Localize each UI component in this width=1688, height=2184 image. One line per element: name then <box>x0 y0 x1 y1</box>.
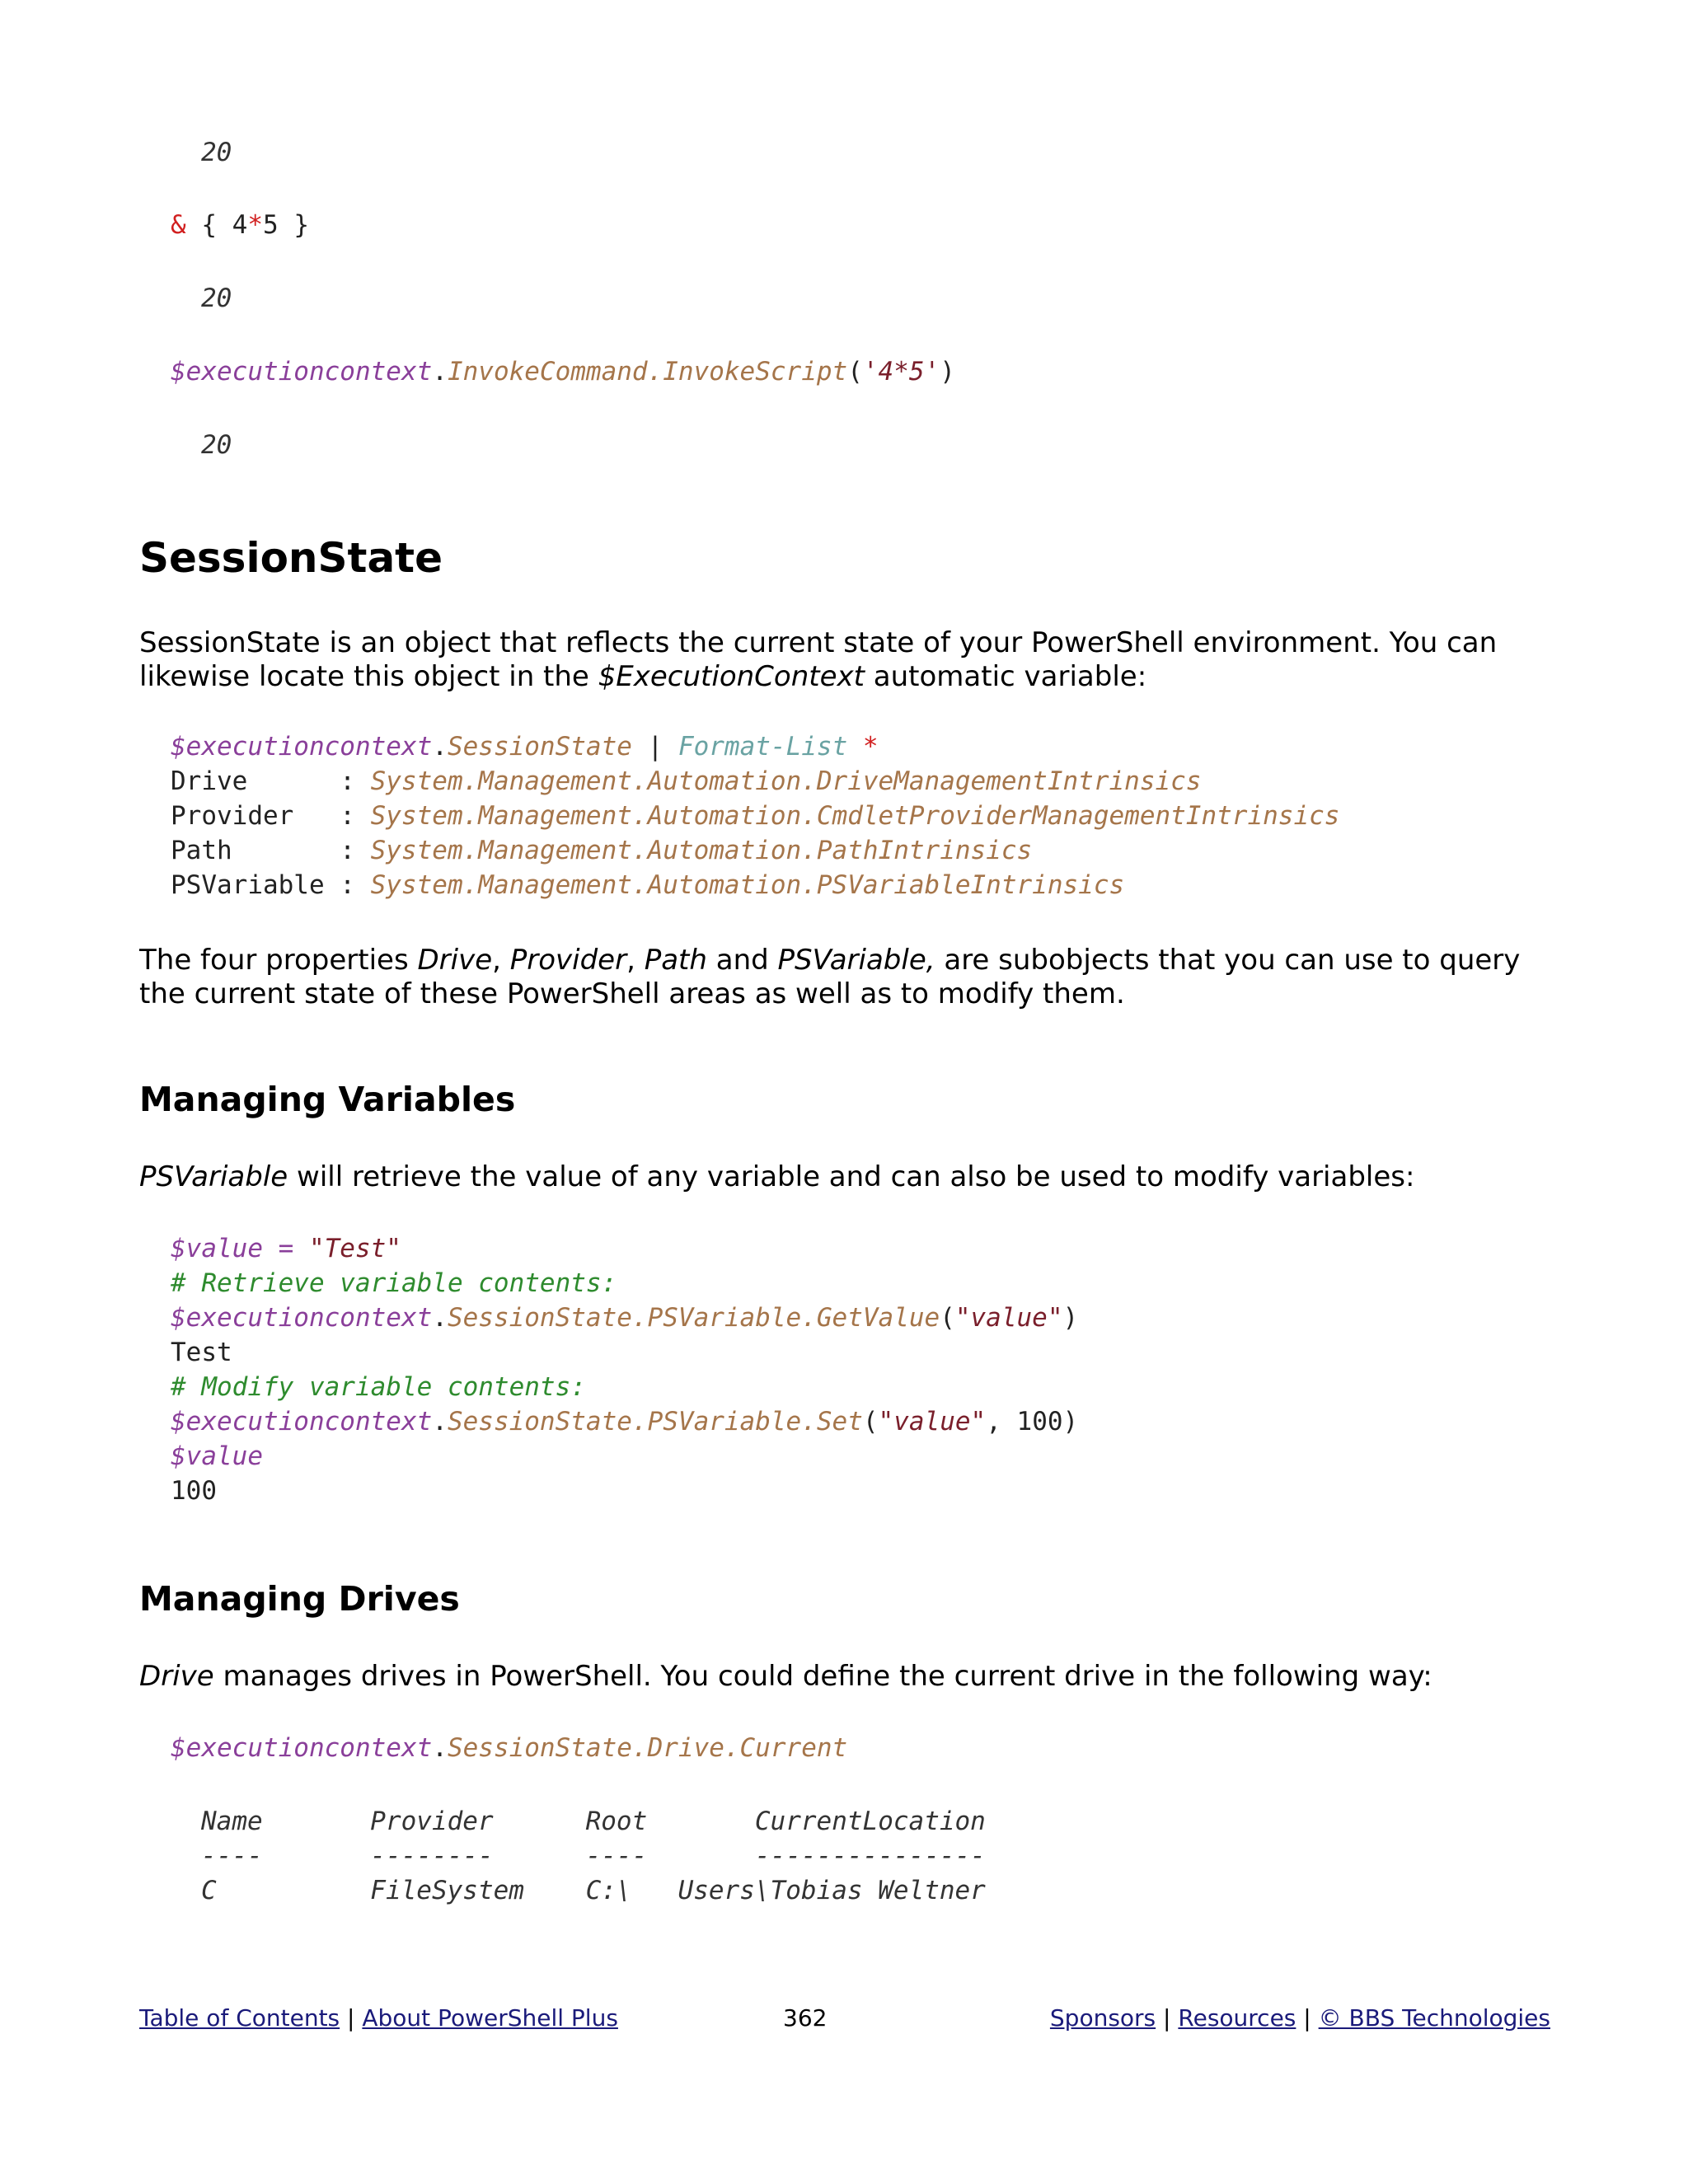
sponsors-link[interactable]: Sponsors <box>1049 2004 1156 2032</box>
paragraph-line: the current state of these PowerShell areas as well as to modify them. <box>139 977 1125 1010</box>
code-output-line <box>171 281 232 316</box>
code-variable: $value <box>171 1441 263 1471</box>
paragraph-text: likewise locate this object in the <box>139 660 598 693</box>
paragraph-text: will retrieve the value of any variable and can also be used to modify variables: <box>288 1160 1415 1193</box>
code-variable: $executioncontext <box>171 732 433 762</box>
code-string: "value" <box>954 1303 1063 1333</box>
code-property: SessionState.Drive.Current <box>447 1733 848 1763</box>
paragraph-emphasis: Drive <box>139 1660 214 1693</box>
code-cmdlet: Format-List <box>678 732 848 762</box>
pipe-operator: | <box>647 732 663 762</box>
paragraph-emphasis: $ExecutionContext <box>598 660 865 693</box>
paragraph-sessionstate-intro <box>139 626 1557 694</box>
output-type: System.Management.Automation.DriveManagementIntrinsics <box>370 766 1202 796</box>
code-variable: $executioncontext <box>171 357 433 387</box>
code-output-row <box>171 868 1124 902</box>
footer-separator: | <box>1296 2004 1319 2032</box>
footer-separator: | <box>1156 2004 1179 2032</box>
code-variable: $executioncontext <box>171 1733 433 1763</box>
output-key: Provider : <box>171 801 371 831</box>
table-header-text: Name Provider Root CurrentLocation <box>201 1807 986 1836</box>
code-output-line <box>171 1335 232 1370</box>
paragraph-emphasis: Provider <box>509 944 627 977</box>
table-rule-text: ---- -------- ---- --------------- <box>201 1841 986 1871</box>
code-line-scriptblock <box>171 208 309 242</box>
paragraph-text: The four properties <box>139 944 418 977</box>
table-row <box>171 1873 986 1908</box>
bbs-technologies-link[interactable]: © BBS Technologies <box>1318 2004 1550 2032</box>
paragraph-emphasis: PSVariable <box>139 1160 288 1193</box>
code-line: $executioncontext.SessionState.PSVariable.GetValue("value") <box>171 1303 1079 1333</box>
paragraph-emphasis: Drive <box>417 944 493 977</box>
section-heading-managing-drives: Managing Drives <box>139 1579 460 1619</box>
paragraph-text: , <box>492 944 510 977</box>
output-value: 20 <box>201 430 232 460</box>
code-output-row <box>171 833 1032 868</box>
code-variable: $executioncontext <box>171 1407 433 1436</box>
section-heading-sessionstate: SessionState <box>139 534 443 582</box>
code-line <box>171 1231 401 1266</box>
code-text: 5 } <box>263 210 309 240</box>
about-powershell-plus-link[interactable]: About PowerShell Plus <box>362 2004 618 2032</box>
paragraph-text: are subobjects that you can use to query <box>935 944 1521 977</box>
code-comment-text: # Modify variable contents: <box>171 1372 586 1402</box>
code-output-row <box>171 799 1339 833</box>
section-heading-managing-variables: Managing Variables <box>139 1080 516 1119</box>
paragraph-line: SessionState is an object that reflects the current state of your PowerShell environment. You can <box>139 626 1498 659</box>
code-comment <box>171 1370 586 1404</box>
footer-left-links <box>139 2004 618 2032</box>
paragraph-line <box>139 944 1557 977</box>
code-property: SessionState <box>447 732 632 762</box>
code-comment <box>171 1266 617 1301</box>
code-variable: $value = <box>171 1234 309 1263</box>
table-of-contents-link[interactable]: Table of Contents <box>139 2004 340 2032</box>
paragraph-text: manages drives in PowerShell. You could define the current drive in the following way: <box>213 1660 1432 1693</box>
code-line <box>171 1439 263 1474</box>
table-row-text: C FileSystem C:\ Users\Tobias Weltner <box>201 1876 986 1905</box>
code-output-line <box>171 428 232 462</box>
paragraph-emphasis: Path <box>644 944 707 977</box>
output-key: Path : <box>171 836 371 865</box>
output-table-header <box>171 1804 986 1839</box>
output-value: 100 <box>171 1476 217 1506</box>
code-output-row <box>171 764 1201 799</box>
paragraph-emphasis: PSVariable, <box>777 944 935 977</box>
paragraph-line <box>139 660 1557 694</box>
code-string: '4*5' <box>862 357 940 387</box>
output-type: System.Management.Automation.PSVariableIntrinsics <box>370 870 1125 900</box>
paragraph-properties <box>139 944 1557 1011</box>
code-variable: $executioncontext <box>171 1303 433 1333</box>
wildcard-operator: * <box>862 732 879 762</box>
footer-separator: | <box>340 2004 363 2032</box>
paragraph-text: and <box>706 944 778 977</box>
paragraph-text: automatic variable: <box>864 660 1147 693</box>
code-line: $executioncontext.SessionState.PSVariable.Set("value", 100) <box>171 1407 1079 1436</box>
footer-right-links <box>1050 2004 1550 2032</box>
output-key: Drive : <box>171 766 371 796</box>
code-line-invokescript: $executioncontext.InvokeCommand.InvokeScript('4*5') <box>171 357 955 387</box>
code-comment-text: # Retrieve variable contents: <box>171 1268 617 1298</box>
resources-link[interactable]: Resources <box>1178 2004 1296 2032</box>
paragraph-variables-intro <box>139 1160 1557 1194</box>
call-operator: & <box>171 210 186 240</box>
code-property: SessionState.PSVariable.Set <box>447 1407 863 1436</box>
code-line-drive-current: $executioncontext.SessionState.Drive.Current <box>171 1733 848 1763</box>
output-value: Test <box>171 1338 232 1367</box>
output-value: 20 <box>201 138 232 167</box>
code-output-line <box>171 1474 217 1508</box>
code-line-sessionstate: $executioncontext.SessionState | Format-List * <box>171 732 879 762</box>
paragraph-text: , <box>626 944 645 977</box>
code-property: SessionState.PSVariable.GetValue <box>447 1303 940 1333</box>
output-value: 20 <box>201 284 232 313</box>
page-number: 362 <box>783 2004 828 2032</box>
output-key: PSVariable : <box>171 870 371 900</box>
output-type: System.Management.Automation.CmdletProviderManagementIntrinsics <box>370 801 1340 831</box>
multiply-operator: * <box>247 210 263 240</box>
code-text: , 100) <box>986 1407 1079 1436</box>
code-output-line <box>171 135 232 170</box>
paragraph-drives-intro <box>139 1660 1557 1694</box>
code-string: "Test" <box>308 1234 401 1263</box>
code-text: { 4 <box>185 210 248 240</box>
code-string: "value" <box>878 1407 987 1436</box>
output-type: System.Management.Automation.PathIntrinsics <box>370 836 1033 865</box>
output-table-rule <box>171 1839 986 1873</box>
code-property: InvokeCommand.InvokeScript <box>447 357 848 387</box>
